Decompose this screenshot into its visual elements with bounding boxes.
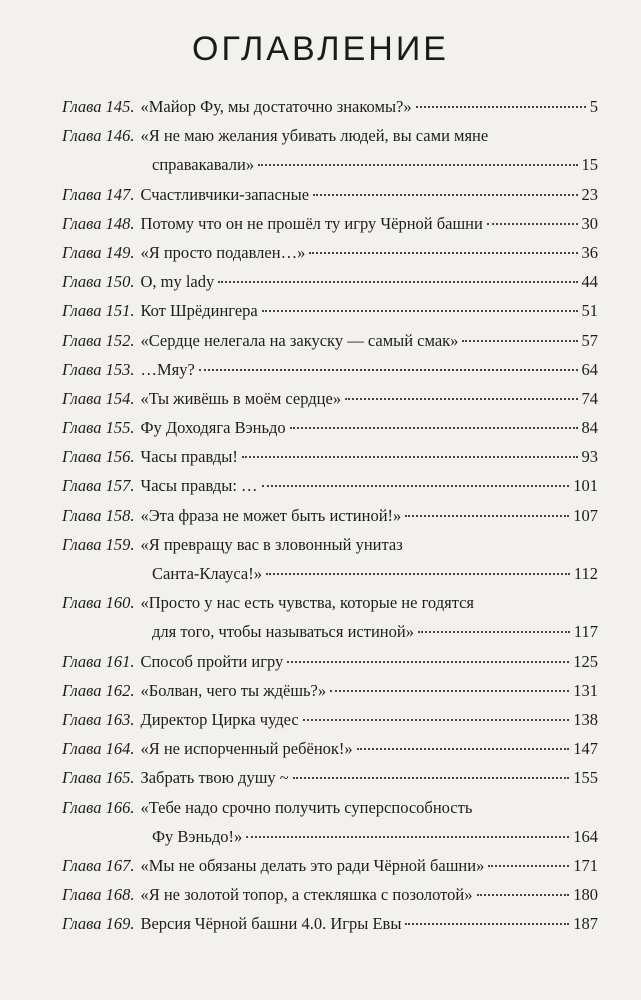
- page-number: 15: [581, 155, 598, 175]
- toc-entry: [62, 238, 598, 267]
- toc-entry: [62, 676, 598, 705]
- page-number: 155: [573, 768, 598, 788]
- chapter-number: Глава 159.: [62, 534, 135, 554]
- toc-entry-continuation: [62, 150, 598, 179]
- page-number: 30: [581, 213, 598, 233]
- chapter-title: Счастливчики-запасные: [140, 184, 310, 204]
- chapter-title: Часы правды!: [140, 447, 238, 467]
- dot-leader: [287, 661, 569, 663]
- chapter-title: «Эта фраза не может быть истиной!»: [140, 505, 402, 525]
- chapter-number: Глава 158.: [62, 505, 135, 525]
- chapter-title: Потому что он не прошёл ту игру Чёрной башни: [140, 213, 483, 233]
- toc-entry: [62, 326, 598, 355]
- dot-leader: [405, 515, 569, 517]
- dot-leader: [242, 456, 578, 458]
- dot-leader: [488, 865, 569, 867]
- chapter-number: Глава 161.: [62, 651, 135, 671]
- toc-entry: [62, 442, 598, 471]
- chapter-number: Глава 169.: [62, 914, 135, 934]
- chapter-title: «Я превращу вас в зловонный унитаз: [140, 534, 403, 554]
- chapter-title: Часы правды: …: [140, 476, 258, 496]
- chapter-title: Директор Цирка чудес: [140, 709, 299, 729]
- toc-entry: [62, 851, 598, 880]
- dot-leader: [330, 690, 569, 692]
- toc-entry: [62, 180, 598, 209]
- toc-entry: [62, 121, 598, 150]
- chapter-title: «Тебе надо срочно получить суперспособность: [140, 797, 473, 817]
- chapter-number: Глава 164.: [62, 739, 135, 759]
- chapter-title: Санта-Клауса!»: [152, 564, 262, 583]
- dot-leader: [246, 836, 569, 838]
- chapter-title: Фу Доходяга Вэньдо: [140, 418, 286, 438]
- page-number: 125: [573, 651, 598, 671]
- dot-leader: [462, 340, 577, 342]
- chapter-number: Глава 165.: [62, 768, 135, 788]
- dot-leader: [313, 194, 577, 196]
- page-number: 112: [573, 564, 598, 583]
- page-number: 36: [581, 242, 598, 262]
- toc-entry: [62, 734, 598, 763]
- dot-leader: [262, 485, 570, 487]
- chapter-title: справакавали»: [152, 155, 255, 175]
- dot-leader: [416, 106, 586, 108]
- toc-entry: [62, 793, 598, 822]
- toc-entry-continuation: [62, 559, 598, 588]
- toc-entry: [62, 296, 598, 325]
- dot-leader: [418, 631, 570, 633]
- chapter-number: Глава 150.: [62, 272, 135, 292]
- toc-entry: [62, 588, 598, 617]
- chapter-title: …Мяу?: [140, 359, 195, 379]
- dot-leader: [345, 398, 577, 400]
- toc-entry: [62, 471, 598, 500]
- page-number: 23: [581, 184, 598, 204]
- chapter-title: «Просто у нас есть чувства, которые не годятся: [140, 593, 475, 613]
- page-number: 74: [581, 388, 598, 408]
- page-number: 171: [573, 855, 598, 875]
- page-number: 93: [581, 447, 598, 467]
- chapter-title: Версия Чёрной башни 4.0. Игры Евы: [140, 914, 402, 934]
- page-number: 117: [573, 622, 598, 642]
- page-number: 187: [573, 914, 598, 934]
- chapter-title: «Ты живёшь в моём сердце»: [140, 388, 342, 408]
- chapter-number: Глава 166.: [62, 797, 135, 817]
- chapter-number: Глава 156.: [62, 447, 135, 467]
- page-title: ОГЛАВЛЕНИЕ: [192, 30, 449, 68]
- dot-leader: [405, 923, 569, 925]
- toc-entry-continuation: [62, 617, 598, 646]
- page-number: 107: [573, 505, 598, 525]
- chapter-title: «Я не испорченный ребёнок!»: [140, 739, 353, 759]
- toc-entry: [62, 909, 598, 938]
- chapter-title: Способ пройти игру: [140, 651, 284, 671]
- chapter-number: Глава 163.: [62, 709, 135, 729]
- chapter-title: «Сердце нелегала на закуску — самый смак»: [140, 330, 459, 350]
- dot-leader: [477, 894, 570, 896]
- chapter-number: Глава 148.: [62, 213, 135, 233]
- page-number: 5: [589, 97, 598, 116]
- chapter-number: Глава 152.: [62, 330, 135, 350]
- page-number: 131: [573, 680, 598, 700]
- toc-entry: [62, 763, 598, 792]
- chapter-title: «Я просто подавлен…»: [140, 242, 306, 262]
- dot-leader: [262, 310, 578, 312]
- chapter-number: Глава 157.: [62, 476, 135, 496]
- chapter-number: Глава 153.: [62, 359, 135, 379]
- page-number: 180: [573, 885, 598, 905]
- chapter-number: Глава 149.: [62, 242, 135, 262]
- chapter-title: Кот Шрёдингера: [140, 301, 258, 321]
- dot-leader: [357, 748, 570, 750]
- dot-leader: [258, 164, 577, 166]
- chapter-title: «Я не маю желания убивать людей, вы сами мяне: [140, 126, 489, 146]
- chapter-number: Глава 162.: [62, 680, 135, 700]
- chapter-number: Глава 151.: [62, 301, 135, 321]
- chapter-number: Глава 167.: [62, 855, 135, 875]
- chapter-number: Глава 155.: [62, 418, 135, 438]
- chapter-title: О, my lady: [140, 272, 215, 292]
- toc-entry: [62, 501, 598, 530]
- chapter-number: Глава 160.: [62, 593, 135, 613]
- chapter-title: для того, чтобы называться истиной»: [152, 622, 414, 642]
- dot-leader: [290, 427, 578, 429]
- toc-entry: [62, 647, 598, 676]
- chapter-title: «Майор Фу, мы достаточно знакомы?»: [140, 97, 412, 116]
- page-number: 101: [573, 476, 598, 496]
- table-of-contents: [62, 92, 598, 938]
- chapter-number: Глава 168.: [62, 885, 135, 905]
- chapter-number: Глава 146.: [62, 126, 135, 146]
- toc-entry: [62, 880, 598, 909]
- page-number: 147: [573, 739, 598, 759]
- chapter-number: Глава 147.: [62, 184, 135, 204]
- page-number: 44: [581, 272, 598, 292]
- chapter-number: Глава 154.: [62, 388, 135, 408]
- dot-leader: [199, 369, 578, 371]
- toc-entry-continuation: [62, 822, 598, 851]
- toc-entry: [62, 413, 598, 442]
- page-number: 57: [581, 330, 598, 350]
- dot-leader: [218, 281, 577, 283]
- dot-leader: [309, 252, 577, 254]
- chapter-title: «Я не золотой топор, а стекляшка с позолотой»: [140, 885, 473, 905]
- toc-entry: [62, 267, 598, 296]
- dot-leader: [293, 777, 570, 779]
- page-number: 164: [573, 826, 598, 846]
- chapter-title: Фу Вэньдо!»: [152, 826, 243, 846]
- chapter-title: Забрать твою душу ~: [140, 768, 289, 788]
- dot-leader: [487, 223, 578, 225]
- dot-leader: [303, 719, 570, 721]
- toc-entry: [62, 209, 598, 238]
- chapter-number: Глава 145.: [62, 97, 135, 116]
- toc-entry: [62, 530, 598, 559]
- chapter-title: «Мы не обязаны делать это ради Чёрной башни»: [140, 855, 485, 875]
- page-number: 64: [581, 359, 598, 379]
- page-number: 51: [581, 301, 598, 321]
- toc-entry: [62, 355, 598, 384]
- dot-leader: [266, 573, 570, 575]
- page-number: 84: [581, 418, 598, 438]
- chapter-title: «Болван, чего ты ждёшь?»: [140, 680, 327, 700]
- toc-entry: [62, 92, 598, 121]
- toc-entry: [62, 384, 598, 413]
- toc-entry: [62, 705, 598, 734]
- page-number: 138: [573, 709, 598, 729]
